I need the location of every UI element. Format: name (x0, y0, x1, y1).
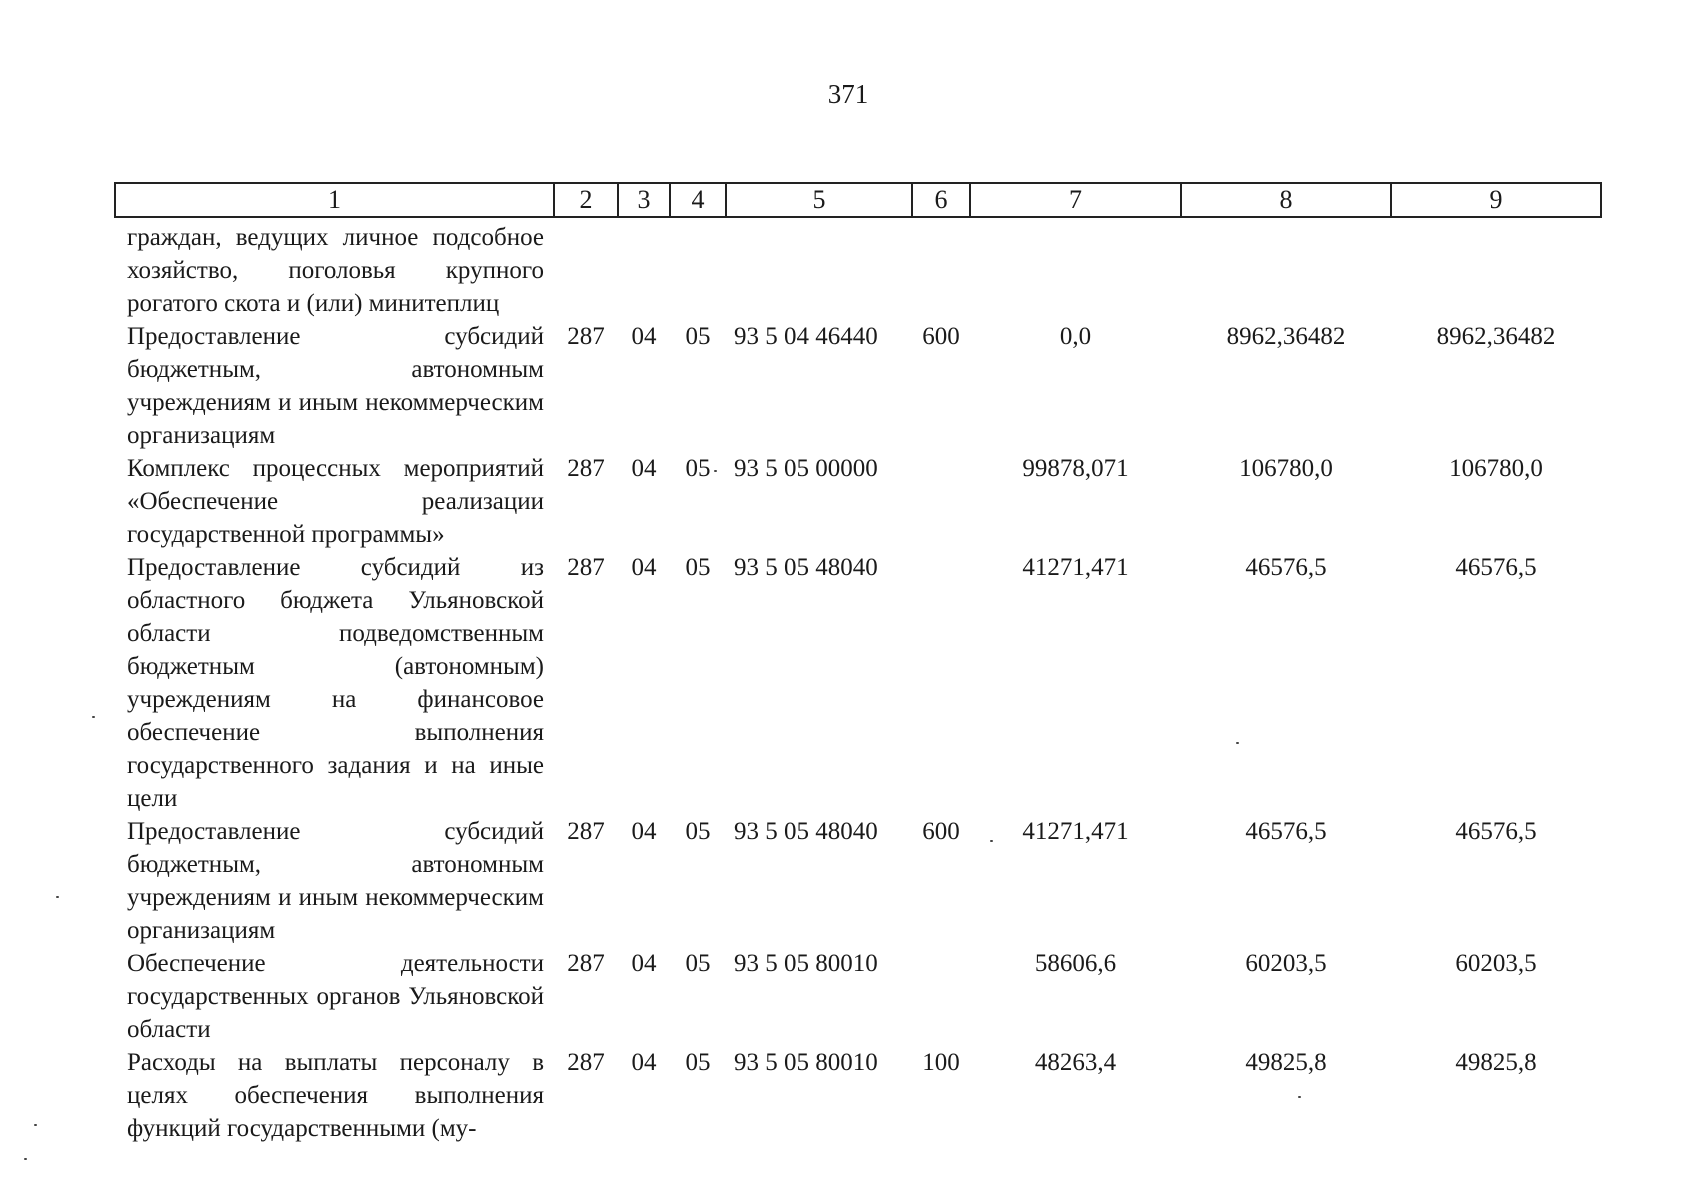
row-expense-type (912, 947, 970, 1046)
scan-speck (1298, 1096, 1301, 1098)
row-target-article: 93 5 05 80010 (734, 1049, 878, 1076)
row-amount-col8: 60203,5 (1245, 950, 1327, 977)
column-header-6: 6 (912, 183, 970, 217)
column-header-5: 5 (726, 183, 912, 217)
row-subsection: 05 (685, 554, 711, 581)
column-header-1: 1 (115, 183, 554, 217)
row-amount-col9: 49825,8 (1455, 1049, 1537, 1076)
column-header-8: 8 (1181, 183, 1391, 217)
row-subsection: 05 (685, 323, 711, 350)
row-name: Предоставление субсидий бюджетным, автономным учреждениям и иным некоммерческим организациям (127, 323, 544, 449)
row-expense-type (912, 551, 970, 815)
row-amount-col8: 106780,0 (1239, 455, 1333, 482)
column-header-9: 9 (1391, 183, 1601, 217)
table-row (115, 320, 1601, 452)
scan-speck (92, 716, 95, 718)
row-admin-code: 287 (567, 455, 605, 482)
column-header-2: 2 (554, 183, 618, 217)
row-amount-col9 (1391, 217, 1601, 320)
row-admin-code (554, 217, 618, 320)
row-admin-code: 287 (567, 818, 605, 845)
row-amount-col8: 46576,5 (1245, 554, 1327, 581)
row-name: Обеспечение деятельности государственных органов Ульяновской области (127, 950, 544, 1043)
table-row (115, 947, 1601, 1046)
row-target-article (726, 217, 912, 320)
scan-speck (56, 896, 59, 898)
scan-speck (714, 470, 717, 472)
row-amount-col7 (970, 217, 1181, 320)
row-name: граждан, ведущих личное подсобное хозяйство, поголовья крупного рогатого скота и (или) минитеплиц (127, 224, 544, 317)
row-target-article: 93 5 05 48040 (734, 554, 878, 581)
column-header-7: 7 (970, 183, 1181, 217)
row-amount-col8 (1181, 217, 1391, 320)
row-amount-col9: 60203,5 (1455, 950, 1537, 977)
row-amount-col9: 8962,36482 (1436, 323, 1556, 350)
row-target-article: 93 5 05 00000 (734, 455, 878, 482)
row-amount-col8: 8962,36482 (1226, 323, 1346, 350)
scan-speck (24, 1158, 27, 1160)
table-row (115, 551, 1601, 815)
row-amount-col8: 49825,8 (1245, 1049, 1327, 1076)
row-section: 04 (631, 554, 657, 581)
scan-speck (1236, 742, 1239, 744)
row-name: Предоставление субсидий бюджетным, автономным учреждениям и иным некоммерческим организациям (127, 818, 544, 944)
table-row (115, 1046, 1601, 1145)
row-target-article: 93 5 05 48040 (734, 818, 878, 845)
row-amount-col7: 41271,471 (1022, 818, 1129, 845)
scan-speck (990, 840, 993, 842)
row-admin-code: 287 (567, 554, 605, 581)
page-number: 371 (827, 79, 869, 109)
table-body (115, 217, 1601, 1145)
row-expense-type: 600 (922, 818, 960, 845)
row-name: Комплекс процессных мероприятий «Обеспечение реализации государственной программы» (127, 455, 544, 548)
row-admin-code: 287 (567, 950, 605, 977)
row-amount-col7: 99878,071 (1022, 455, 1129, 482)
row-amount-col7: 0,0 (1059, 323, 1092, 350)
row-target-article: 93 5 05 80010 (734, 950, 878, 977)
scan-speck (34, 1124, 37, 1126)
row-section: 04 (631, 323, 657, 350)
row-expense-type (912, 217, 970, 320)
row-section: 04 (631, 818, 657, 845)
table-row (115, 452, 1601, 551)
row-expense-type: 100 (922, 1049, 960, 1076)
row-name: Предоставление субсидий из областного бюджета Ульяновской области подведомственным бюджетным (автономным) учреждениям на финансовое обеспечение выполнения государственного задания и на иные цели (127, 554, 544, 812)
row-amount-col7: 58606,6 (1034, 950, 1117, 977)
row-expense-type (912, 452, 970, 551)
row-subsection: 05 (685, 455, 711, 482)
row-subsection: 05 (685, 950, 711, 977)
row-amount-col9: 106780,0 (1449, 455, 1543, 482)
row-amount-col8: 46576,5 (1245, 818, 1327, 845)
row-subsection: 05 (685, 1049, 711, 1076)
row-subsection: 05 (685, 818, 711, 845)
row-amount-col9: 46576,5 (1455, 818, 1537, 845)
table-row (115, 217, 1601, 320)
row-subsection (670, 217, 726, 320)
table-row (115, 815, 1601, 947)
row-target-article: 93 5 04 46440 (734, 323, 878, 350)
row-amount-col7: 48263,4 (1034, 1049, 1117, 1076)
row-amount-col9: 46576,5 (1455, 554, 1537, 581)
row-section (618, 217, 670, 320)
row-amount-col7: 41271,471 (1022, 554, 1129, 581)
header-row (115, 183, 1601, 217)
row-section: 04 (631, 950, 657, 977)
row-expense-type: 600 (922, 323, 960, 350)
row-name: Расходы на выплаты персоналу в целях обеспечения выполнения функций государственными (му- (127, 1049, 544, 1142)
row-admin-code: 287 (567, 323, 605, 350)
row-admin-code: 287 (567, 1049, 605, 1076)
column-header-4: 4 (670, 183, 726, 217)
row-section: 04 (631, 455, 657, 482)
budget-table (114, 182, 1602, 1145)
row-section: 04 (631, 1049, 657, 1076)
table-header (115, 183, 1601, 217)
column-header-3: 3 (618, 183, 670, 217)
